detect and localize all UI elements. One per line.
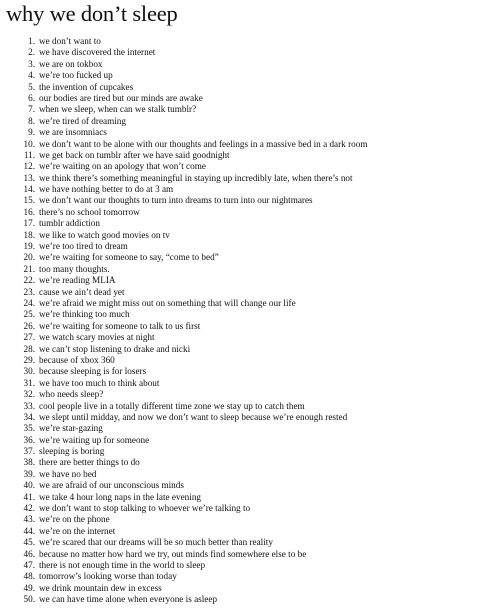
list-item — [0, 116, 367, 127]
list-item-number: 33. — [23, 400, 35, 411]
list-item-text: our bodies are tired but our minds are awake — [39, 92, 203, 103]
list-item — [0, 571, 367, 582]
list-item-text: who needs sleep? — [39, 389, 104, 400]
document-title: why we don’t sleep — [6, 1, 178, 26]
list-item — [0, 583, 367, 594]
list-item-text: we’re thinking too much — [39, 309, 130, 320]
list-item-text: there is not enough time in the world to sleep — [39, 559, 206, 570]
list-item-text: we’re star-gazing — [39, 423, 103, 434]
list-item — [0, 241, 367, 252]
list-item — [0, 514, 367, 525]
list-item-number: 28. — [23, 343, 35, 354]
list-item-number: 26. — [23, 320, 35, 331]
list-item-number: 25. — [23, 309, 35, 320]
list-item-text: the invention of cupcakes — [39, 81, 134, 92]
list-item — [0, 298, 367, 309]
list-item — [0, 275, 367, 286]
list-item-number: 39. — [23, 468, 35, 479]
list-item-number: 32. — [23, 389, 35, 400]
list-item-text: we take 4 hour long naps in the late evening — [39, 491, 202, 502]
list-item-text: we have too much to think about — [39, 377, 160, 388]
list-item — [0, 446, 367, 457]
list-item-number: 15. — [23, 195, 35, 206]
list-item-text: we’re scared that our dreams will be so much better than reality — [39, 537, 273, 548]
list-item-number: 43. — [23, 514, 35, 525]
list-item — [0, 355, 367, 366]
list-item-text: we can have time alone when everyone is asleep — [39, 594, 218, 605]
list-item-number: 44. — [23, 525, 35, 536]
list-item-number: 40. — [23, 480, 35, 491]
list-item — [0, 184, 367, 195]
list-item — [0, 127, 367, 138]
list-item — [0, 59, 367, 70]
list-item-number: 50. — [23, 594, 35, 605]
list-item — [0, 457, 367, 468]
list-item-text: we can’t stop listening to drake and nicki — [39, 343, 191, 354]
list-item-text: we get back on tumblr after we have said goodnight — [39, 149, 230, 160]
list-item-text: we’re waiting on an apology that won’t come — [39, 161, 206, 172]
list-item-text: tomorrow’s looking worse than today — [39, 571, 177, 582]
list-item — [0, 321, 367, 332]
list-item-text: cause we ain’t dead yet — [39, 286, 125, 297]
reasons-list — [0, 36, 367, 606]
list-item — [0, 252, 367, 263]
list-item-text: too many thoughts. — [39, 263, 110, 274]
list-item-number: 7. — [28, 104, 35, 115]
list-item-number: 5. — [28, 81, 35, 92]
list-item-number: 8. — [28, 115, 35, 126]
list-item-number: 45. — [23, 537, 35, 548]
list-item — [0, 207, 367, 218]
list-item — [0, 480, 367, 491]
list-item — [0, 93, 367, 104]
list-item-number: 46. — [23, 548, 35, 559]
list-item — [0, 47, 367, 58]
list-item-number: 22. — [23, 275, 35, 286]
list-item-text: because no matter how hard we try, out minds find somewhere else to be — [39, 548, 307, 559]
list-item — [0, 423, 367, 434]
list-item-number: 18. — [23, 229, 35, 240]
list-item-number: 30. — [23, 366, 35, 377]
list-item — [0, 36, 367, 47]
list-item-text: tumblr addiction — [39, 218, 100, 229]
list-item-text: we like to watch good movies on tv — [39, 229, 170, 240]
list-item — [0, 389, 367, 400]
list-item-number: 36. — [23, 434, 35, 445]
list-item-number: 47. — [23, 559, 35, 570]
list-item-number: 6. — [28, 92, 35, 103]
list-item — [0, 161, 367, 172]
list-item-text: we’re waiting for someone to say, “come to bed” — [39, 252, 219, 263]
list-item-number: 9. — [28, 127, 35, 138]
list-item-text: we are insomniacs — [39, 127, 107, 138]
list-item-text: we have nothing better to do at 3 am — [39, 184, 174, 195]
list-item — [0, 230, 367, 241]
list-item-number: 1. — [28, 36, 35, 46]
list-item-number: 2. — [28, 47, 35, 58]
list-item-text: we don’t want to be alone with our thoughts and feelings in a massive bed in a dark room — [39, 138, 368, 149]
list-item-text: we’re waiting up for someone — [39, 434, 150, 445]
list-item — [0, 401, 367, 412]
list-item-text: we are afraid of our unconscious minds — [39, 480, 184, 491]
list-item-text: we’re reading MLIA — [39, 275, 116, 286]
list-item — [0, 526, 367, 537]
list-item-text: because of xbox 360 — [39, 354, 115, 365]
list-item-number: 16. — [23, 206, 35, 217]
list-item-text: we have discovered the internet — [39, 47, 156, 58]
list-item-text: we think there’s something meaningful in staying up incredibly late, when there’s not — [39, 172, 353, 183]
list-item-number: 31. — [23, 377, 35, 388]
list-item-text: we don’t want our thoughts to turn into dreams to turn into our nightmares — [39, 195, 313, 206]
list-item-text: there are better things to do — [39, 457, 140, 468]
list-item-number: 29. — [23, 354, 35, 365]
list-item-number: 13. — [23, 172, 35, 183]
list-item-text: we’re on the internet — [39, 525, 116, 536]
list-item-number: 38. — [23, 457, 35, 468]
list-item-number: 49. — [23, 582, 35, 593]
list-item — [0, 503, 367, 514]
list-item-number: 34. — [23, 411, 35, 422]
list-item — [0, 469, 367, 480]
list-item — [0, 549, 367, 560]
list-item-number: 17. — [23, 218, 35, 229]
list-item-text: we watch scary movies at night — [39, 332, 155, 343]
list-item-number: 21. — [23, 263, 35, 274]
list-item-number: 14. — [23, 184, 35, 195]
list-item-number: 19. — [23, 241, 35, 252]
list-item — [0, 195, 367, 206]
list-item-text: we’re afraid we might miss out on something that will change our life — [39, 297, 296, 308]
list-item-number: 4. — [28, 70, 35, 81]
list-item — [0, 537, 367, 548]
list-item — [0, 70, 367, 81]
list-item — [0, 412, 367, 423]
list-item-text: sleeping is boring — [39, 446, 105, 457]
list-item-number: 3. — [28, 58, 35, 69]
list-item-text: cool people live in a totally different time zone we stay up to catch them — [39, 400, 305, 411]
list-item-number: 27. — [23, 332, 35, 343]
list-item — [0, 309, 367, 320]
list-item — [0, 150, 367, 161]
list-item-text: we’re too fucked up — [39, 70, 113, 81]
list-item — [0, 287, 367, 298]
list-item-text: when we sleep, when can we stalk tumblr? — [39, 104, 197, 115]
list-item-text: we’re on the phone — [39, 514, 110, 525]
list-item-text: we don’t want to stop talking to whoever we’re talking to — [39, 503, 251, 514]
list-item — [0, 218, 367, 229]
list-item — [0, 344, 367, 355]
list-item-text: there’s no school tomorrow — [39, 206, 140, 217]
list-item — [0, 366, 367, 377]
list-item-number: 41. — [23, 491, 35, 502]
list-item-number: 20. — [23, 252, 35, 263]
list-item-text: we don’t want to — [39, 36, 101, 46]
list-item — [0, 492, 367, 503]
list-item-text: we’re waiting for someone to talk to us first — [39, 320, 201, 331]
list-item-number: 42. — [23, 503, 35, 514]
list-item — [0, 173, 367, 184]
list-item — [0, 560, 367, 571]
list-item-text: we’re tired of dreaming — [39, 115, 126, 126]
list-item-number: 23. — [23, 286, 35, 297]
list-item — [0, 139, 367, 150]
list-item-text: we are on tokbox — [39, 58, 103, 69]
list-item — [0, 378, 367, 389]
list-item-text: we slept until midday, and now we don’t want to sleep because we’re enough rested — [39, 411, 348, 422]
list-item-text: because sleeping is for losers — [39, 366, 147, 377]
list-item — [0, 594, 367, 605]
list-item-number: 37. — [23, 446, 35, 457]
list-item-text: we have no bed — [39, 468, 97, 479]
list-item — [0, 332, 367, 343]
list-item-text: we’re too tired to dream — [39, 241, 128, 252]
list-item — [0, 104, 367, 115]
list-item-number: 24. — [23, 297, 35, 308]
list-item — [0, 82, 367, 93]
list-item-number: 10. — [23, 138, 35, 149]
list-item — [0, 435, 367, 446]
list-item — [0, 264, 367, 275]
list-item-number: 48. — [23, 571, 35, 582]
list-item-number: 11. — [23, 149, 35, 160]
list-item-number: 12. — [23, 161, 35, 172]
list-item-text: we drink mountain dew in excess — [39, 582, 162, 593]
list-item-number: 35. — [23, 423, 35, 434]
